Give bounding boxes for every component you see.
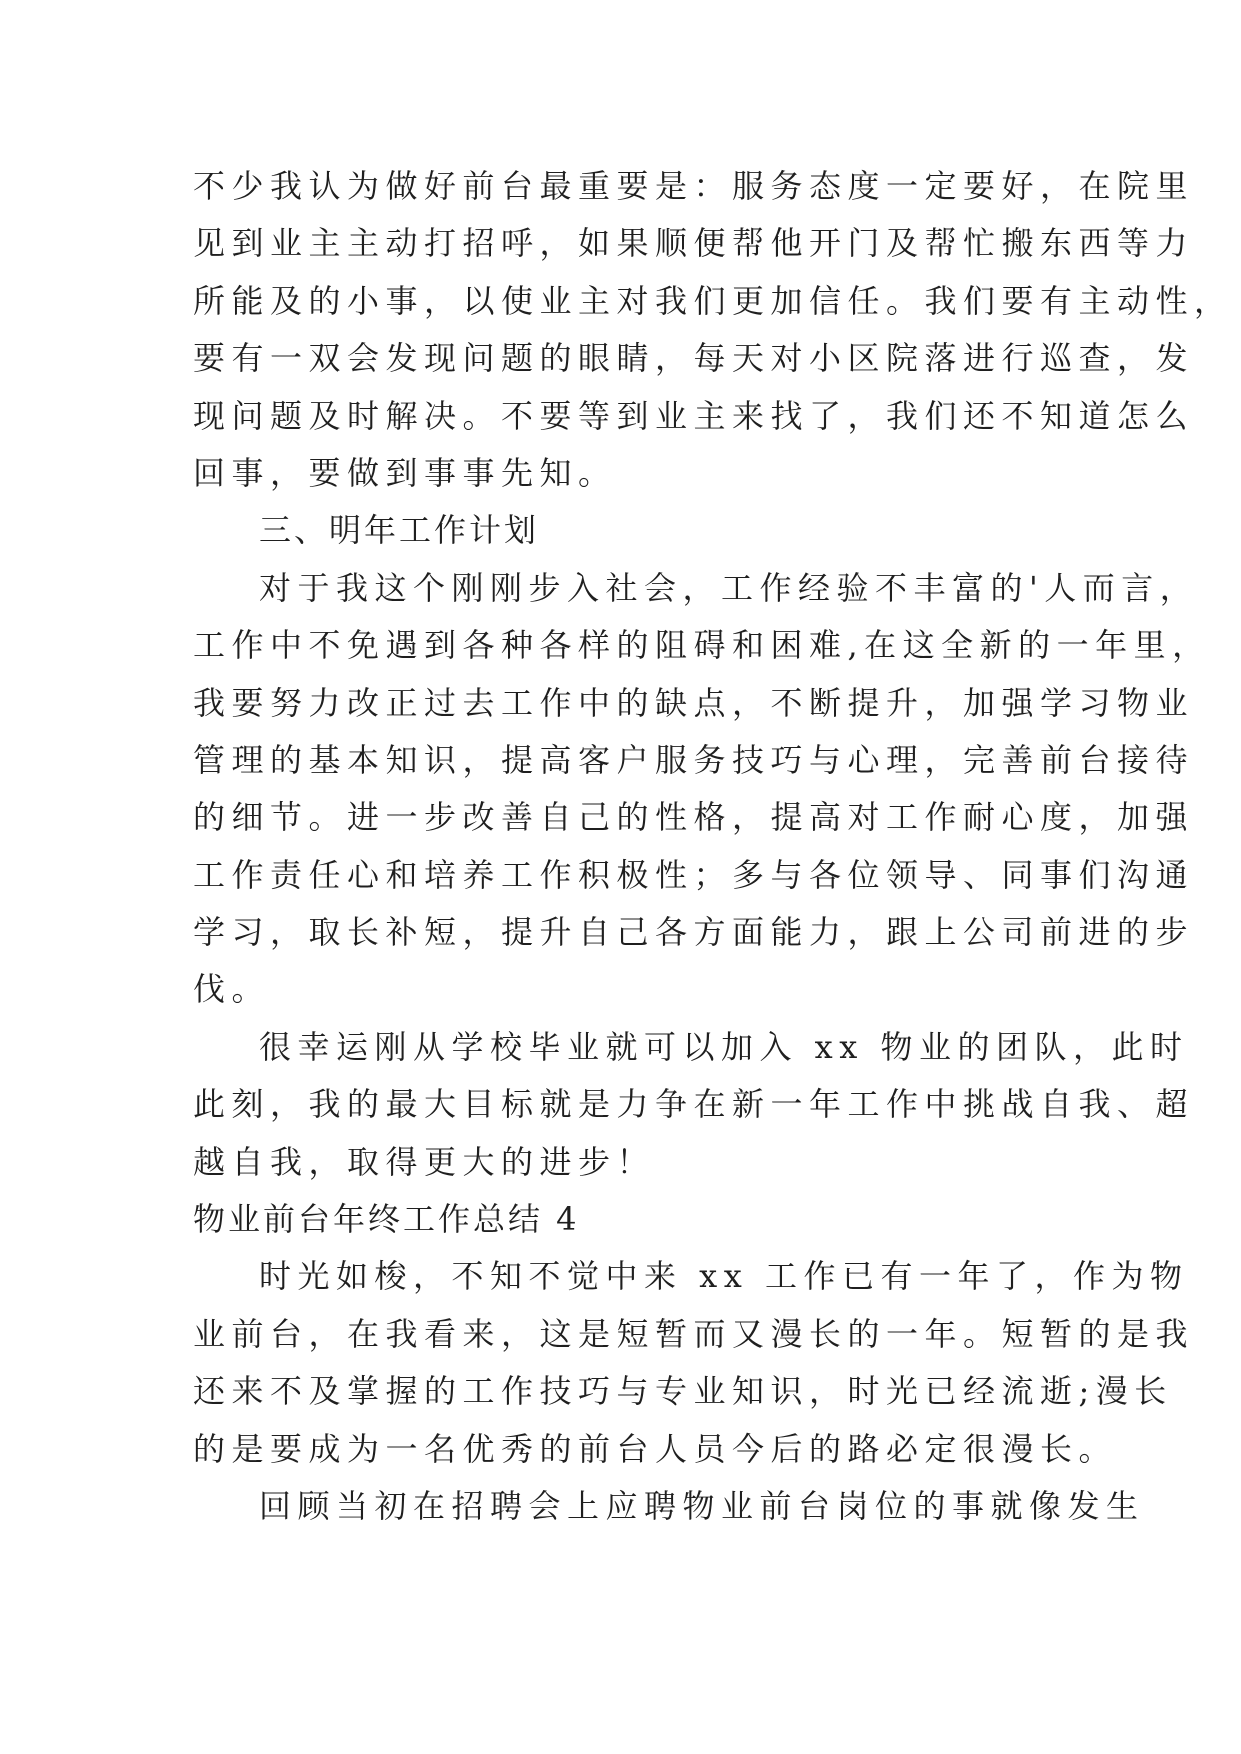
text-line: 还来不及掌握的工作技巧与专业知识，时光已经流逝;漫长 [193,1372,1173,1411]
text-line: 管理的基本知识，提高客户服务技巧与心理，完善前台接待 [193,740,1195,779]
paragraph-1 [193,158,1233,502]
text-line: 此刻，我的最大目标就是力争在新一年工作中挑战自我、超 [193,1085,1195,1124]
document-body [193,158,1233,1535]
document-title: 物业前台年终工作总结 4 [193,1200,580,1239]
text-line: 的是要成为一名优秀的前台人员今后的路必定很漫长。 [193,1429,1118,1468]
text-line: 业前台，在我看来，这是短暂而又漫长的一年。短暂的是我 [193,1314,1195,1353]
text-line: 越自我，取得更大的进步！ [193,1142,656,1181]
text-line: 学习，取长补短，提升自己各方面能力，跟上公司前进的步 [193,913,1195,952]
paragraph-5 [193,1478,1145,1535]
text-line: 时光如梭，不知不觉中来 xx 工作已有一年了，作为物 [259,1257,1189,1296]
text-line: 工作责任心和培养工作积极性；多与各位领导、同事们沟通 [193,855,1195,894]
text-line: 工作中不免遇到各种各样的阻碍和困难,在这全新的一年里， [193,626,1211,665]
text-line: 回顾当初在招聘会上应聘物业前台岗位的事就像发生 [259,1486,1145,1525]
text-line: 的细节。进一步改善自己的性格，提高对工作耐心度，加强 [193,798,1195,837]
text-line: 对于我这个刚刚步入社会，工作经验不丰富的'人而言， [259,568,1199,607]
text-line: 我要努力改正过去工作中的缺点，不断提升，加强学习物业 [193,683,1195,722]
text-line: 回事，要做到事事先知。 [193,453,617,492]
text-line: 不少我认为做好前台最重要是：服务态度一定要好，在院里 [193,167,1195,205]
text-line: 伐。 [193,970,271,1009]
text-line: 见到业主主动打招呼，如果顺便帮他开门及帮忙搬东西等力 [193,224,1195,263]
text-line: 很幸运刚从学校毕业就可以加入 xx 物业的团队，此时 [259,1027,1189,1066]
text-line: 现问题及时解决。不要等到业主来找了，我们还不知道怎么 [193,396,1195,435]
section-heading: 三、明年工作计划 [259,511,540,550]
text-line: 要有一双会发现问题的眼睛，每天对小区院落进行巡查，发 [193,339,1195,378]
paragraph-3 [193,1019,1195,1191]
paragraph-2 [193,560,1211,1019]
text-line: 所能及的小事，以使业主对我们更加信任。我们要有主动性， [193,281,1233,320]
paragraph-4 [193,1248,1195,1478]
